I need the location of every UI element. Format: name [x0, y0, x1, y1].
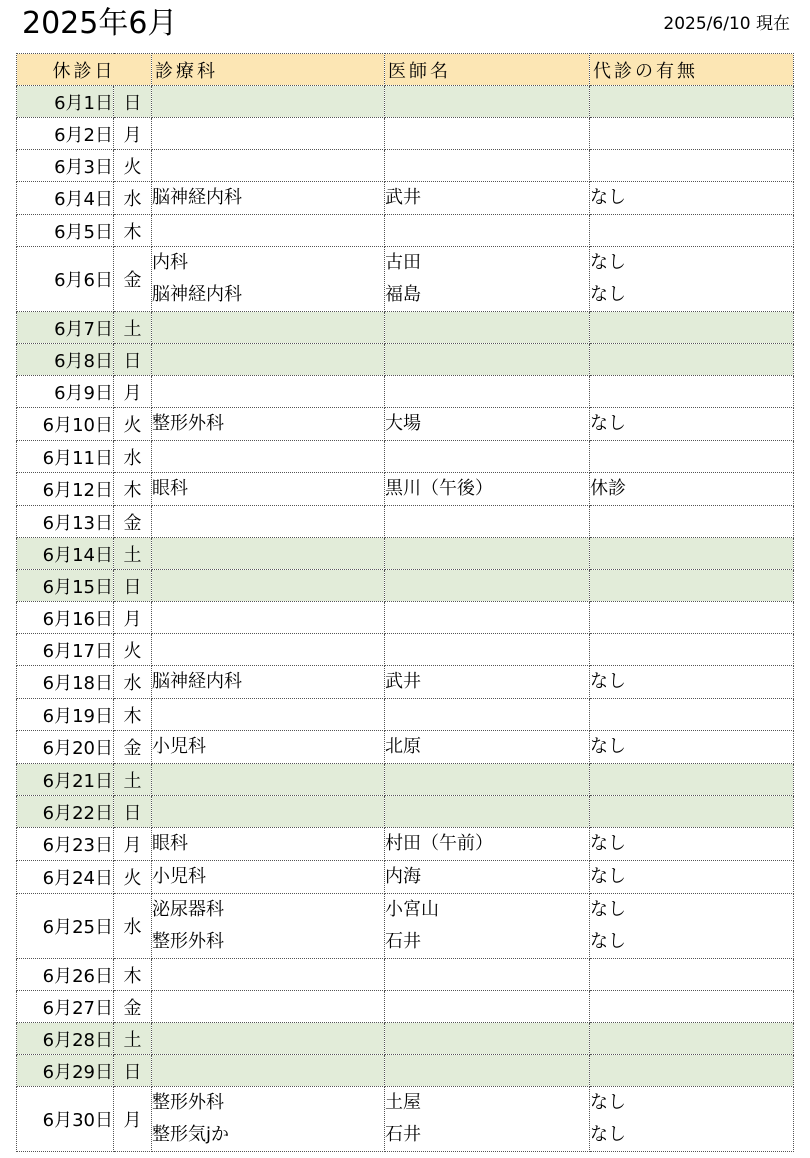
department-cell: [152, 634, 385, 666]
substitute-cell: [590, 666, 794, 699]
substitute-cell: [590, 312, 794, 344]
weekday-cell: 火: [114, 861, 152, 894]
substitute-cell: [590, 408, 794, 441]
closure-date-cell: 6月16日: [17, 602, 114, 634]
table-row: [17, 570, 794, 602]
doctor-cell-line: 大場: [385, 413, 421, 434]
department-cell-line: 整形外科: [152, 413, 224, 434]
department-cell: [152, 796, 385, 828]
substitute-cell: [590, 150, 794, 182]
weekday-cell: 木: [114, 959, 152, 991]
department-cell-line: 整形気jか: [152, 1124, 230, 1145]
weekday-cell: 木: [114, 473, 152, 506]
header-substitute: 代診の有無: [590, 54, 794, 86]
closure-date-cell: 6月12日: [17, 473, 114, 506]
department-cell: [152, 666, 385, 699]
substitute-cell: [590, 215, 794, 247]
closure-date-cell: 6月11日: [17, 441, 114, 473]
doctor-cell: [385, 828, 590, 861]
doctor-cell: [385, 634, 590, 666]
doctor-cell: [385, 959, 590, 991]
weekday-cell: 水: [114, 441, 152, 473]
department-cell: [152, 1055, 385, 1087]
department-cell: [152, 86, 385, 118]
department-cell-line: 小児科: [152, 736, 206, 757]
table-row: [17, 312, 794, 344]
doctor-cell-line: 小宮山: [385, 899, 439, 920]
substitute-cell: [590, 1087, 794, 1152]
substitute-cell: [590, 959, 794, 991]
table-row: [17, 991, 794, 1023]
table-row: [17, 959, 794, 991]
closure-date-cell: 6月21日: [17, 764, 114, 796]
table-row: [17, 828, 794, 861]
table-row: [17, 86, 794, 118]
substitute-cell: [590, 538, 794, 570]
closure-date-cell: 6月18日: [17, 666, 114, 699]
department-cell: [152, 182, 385, 215]
doctor-cell: [385, 344, 590, 376]
substitute-cell-line: なし: [590, 252, 626, 273]
weekday-cell: 火: [114, 150, 152, 182]
weekday-cell: 日: [114, 86, 152, 118]
doctor-cell: [385, 894, 590, 959]
department-cell-line: 整形外科: [152, 931, 224, 952]
closure-date-cell: 6月1日: [17, 86, 114, 118]
doctor-cell: [385, 764, 590, 796]
department-cell: [152, 506, 385, 538]
doctor-cell: [385, 473, 590, 506]
department-cell: [152, 991, 385, 1023]
department-cell-line: 整形外科: [152, 1092, 224, 1113]
weekday-cell: 月: [114, 118, 152, 150]
doctor-cell: [385, 376, 590, 408]
department-cell: [152, 312, 385, 344]
department-cell: [152, 376, 385, 408]
department-cell: [152, 344, 385, 376]
doctor-cell: [385, 182, 590, 215]
closure-date-cell: 6月7日: [17, 312, 114, 344]
department-cell: [152, 1023, 385, 1055]
doctor-cell: [385, 118, 590, 150]
doctor-cell: [385, 570, 590, 602]
department-cell: [152, 731, 385, 764]
department-cell: [152, 441, 385, 473]
department-cell: [152, 408, 385, 441]
substitute-cell: [590, 861, 794, 894]
table-row: [17, 861, 794, 894]
substitute-cell: [590, 894, 794, 959]
substitute-cell: [590, 182, 794, 215]
substitute-cell-line: なし: [590, 866, 626, 887]
substitute-cell: [590, 1023, 794, 1055]
substitute-cell: [590, 570, 794, 602]
doctor-cell-line: 古田: [385, 252, 421, 273]
closure-date-cell: 6月28日: [17, 1023, 114, 1055]
table-row: [17, 666, 794, 699]
closure-date-cell: 6月29日: [17, 1055, 114, 1087]
substitute-cell-line: なし: [590, 1092, 626, 1113]
weekday-cell: 土: [114, 312, 152, 344]
substitute-cell: [590, 118, 794, 150]
department-cell: [152, 150, 385, 182]
doctor-cell-line: 石井: [385, 931, 421, 952]
weekday-cell: 水: [114, 182, 152, 215]
department-cell-line: 内科: [152, 252, 188, 273]
doctor-cell-line: 石井: [385, 1124, 421, 1145]
substitute-cell-line: なし: [590, 833, 626, 854]
table-body: [17, 86, 794, 1152]
department-cell: [152, 828, 385, 861]
table-row: [17, 1055, 794, 1087]
department-cell-line: 脳神経内科: [152, 284, 242, 305]
closure-date-cell: 6月6日: [17, 247, 114, 312]
department-cell-line: 小児科: [152, 866, 206, 887]
closure-date-cell: 6月17日: [17, 634, 114, 666]
department-cell: [152, 602, 385, 634]
closure-date-cell: 6月3日: [17, 150, 114, 182]
doctor-cell: [385, 215, 590, 247]
closure-date-cell: 6月30日: [17, 1087, 114, 1152]
doctor-cell: [385, 731, 590, 764]
substitute-cell-line: なし: [590, 284, 626, 305]
weekday-cell: 日: [114, 570, 152, 602]
closure-date-cell: 6月15日: [17, 570, 114, 602]
doctor-cell-line: 村田（午前）: [385, 833, 493, 854]
table-row: [17, 796, 794, 828]
substitute-cell: [590, 86, 794, 118]
substitute-cell: [590, 376, 794, 408]
weekday-cell: 日: [114, 796, 152, 828]
table-row: [17, 1087, 794, 1152]
doctor-cell: [385, 538, 590, 570]
table-row: [17, 538, 794, 570]
department-cell: [152, 764, 385, 796]
doctor-cell: [385, 408, 590, 441]
substitute-cell-line: なし: [590, 413, 626, 434]
weekday-cell: 月: [114, 1087, 152, 1152]
substitute-cell: [590, 247, 794, 312]
closure-date-cell: 6月20日: [17, 731, 114, 764]
doctor-cell: [385, 602, 590, 634]
page-title: 2025年6月: [22, 6, 178, 41]
table-row: [17, 150, 794, 182]
weekday-cell: 金: [114, 506, 152, 538]
doctor-cell: [385, 1055, 590, 1087]
closure-date-cell: 6月5日: [17, 215, 114, 247]
substitute-cell: [590, 731, 794, 764]
table-row: [17, 731, 794, 764]
substitute-cell: [590, 344, 794, 376]
table-row: [17, 894, 794, 959]
doctor-cell: [385, 699, 590, 731]
substitute-cell: [590, 699, 794, 731]
weekday-cell: 金: [114, 731, 152, 764]
table-row: [17, 408, 794, 441]
table-row: [17, 376, 794, 408]
header-closure-date: 休診日: [17, 54, 152, 86]
department-cell-line: 脳神経内科: [152, 187, 242, 208]
closure-date-cell: 6月13日: [17, 506, 114, 538]
closure-date-cell: 6月9日: [17, 376, 114, 408]
substitute-cell: [590, 796, 794, 828]
doctor-cell: [385, 796, 590, 828]
department-cell: [152, 1087, 385, 1152]
doctor-cell-line: 内海: [385, 866, 421, 887]
closure-date-cell: 6月22日: [17, 796, 114, 828]
closure-date-cell: 6月8日: [17, 344, 114, 376]
weekday-cell: 土: [114, 538, 152, 570]
department-cell: [152, 247, 385, 312]
table-row: [17, 473, 794, 506]
table-row: [17, 118, 794, 150]
doctor-cell: [385, 86, 590, 118]
table-row: [17, 182, 794, 215]
weekday-cell: 水: [114, 666, 152, 699]
doctor-cell-line: 武井: [385, 187, 421, 208]
doctor-cell: [385, 441, 590, 473]
doctor-cell-line: 武井: [385, 671, 421, 692]
table-row: [17, 344, 794, 376]
substitute-cell-line: なし: [590, 671, 626, 692]
closure-date-cell: 6月25日: [17, 894, 114, 959]
weekday-cell: 金: [114, 991, 152, 1023]
substitute-cell-line: なし: [590, 931, 626, 952]
department-cell: [152, 699, 385, 731]
substitute-cell: [590, 602, 794, 634]
weekday-cell: 日: [114, 1055, 152, 1087]
substitute-cell-line: なし: [590, 187, 626, 208]
as-of-date: 2025/6/10 現在: [663, 14, 790, 34]
doctor-cell: [385, 1087, 590, 1152]
doctor-cell-line: 土屋: [385, 1092, 421, 1113]
substitute-cell-line: なし: [590, 1124, 626, 1145]
closure-date-cell: 6月14日: [17, 538, 114, 570]
closure-date-cell: 6月23日: [17, 828, 114, 861]
closure-date-cell: 6月4日: [17, 182, 114, 215]
substitute-cell: [590, 764, 794, 796]
weekday-cell: 月: [114, 602, 152, 634]
table-row: [17, 699, 794, 731]
table-row: [17, 506, 794, 538]
table-row: [17, 247, 794, 312]
substitute-cell-line: なし: [590, 899, 626, 920]
weekday-cell: 日: [114, 344, 152, 376]
header-department: 診療科: [152, 54, 385, 86]
substitute-cell: [590, 991, 794, 1023]
department-cell: [152, 118, 385, 150]
weekday-cell: 金: [114, 247, 152, 312]
doctor-cell-line: 福島: [385, 284, 421, 305]
doctor-cell: [385, 1023, 590, 1055]
doctor-cell-line: 黒川（午後）: [385, 478, 493, 499]
closure-schedule-table: [16, 53, 794, 1152]
table-row: [17, 1023, 794, 1055]
department-cell: [152, 570, 385, 602]
substitute-cell: [590, 1055, 794, 1087]
substitute-cell: [590, 473, 794, 506]
weekday-cell: 月: [114, 376, 152, 408]
department-cell: [152, 894, 385, 959]
doctor-cell: [385, 247, 590, 312]
department-cell: [152, 959, 385, 991]
closure-date-cell: 6月24日: [17, 861, 114, 894]
weekday-cell: 木: [114, 699, 152, 731]
substitute-cell: [590, 634, 794, 666]
department-cell: [152, 215, 385, 247]
header-doctor: 医師名: [385, 54, 590, 86]
weekday-cell: 火: [114, 408, 152, 441]
doctor-cell: [385, 312, 590, 344]
department-cell: [152, 473, 385, 506]
weekday-cell: 土: [114, 1023, 152, 1055]
closure-date-cell: 6月19日: [17, 699, 114, 731]
table-row: [17, 215, 794, 247]
substitute-cell-line: 休診: [590, 478, 626, 499]
table-row: [17, 634, 794, 666]
table-header-row: [17, 54, 794, 86]
weekday-cell: 土: [114, 764, 152, 796]
closure-date-cell: 6月26日: [17, 959, 114, 991]
weekday-cell: 水: [114, 894, 152, 959]
department-cell-line: 眼科: [152, 833, 188, 854]
table-row: [17, 602, 794, 634]
department-cell-line: 脳神経内科: [152, 671, 242, 692]
substitute-cell-line: なし: [590, 736, 626, 757]
doctor-cell: [385, 506, 590, 538]
doctor-cell-line: 北原: [385, 736, 421, 757]
department-cell: [152, 861, 385, 894]
department-cell: [152, 538, 385, 570]
substitute-cell: [590, 506, 794, 538]
substitute-cell: [590, 828, 794, 861]
doctor-cell: [385, 150, 590, 182]
department-cell-line: 泌尿器科: [152, 899, 224, 920]
closure-date-cell: 6月2日: [17, 118, 114, 150]
table-row: [17, 441, 794, 473]
closure-date-cell: 6月27日: [17, 991, 114, 1023]
closure-date-cell: 6月10日: [17, 408, 114, 441]
doctor-cell: [385, 666, 590, 699]
substitute-cell: [590, 441, 794, 473]
table-row: [17, 764, 794, 796]
weekday-cell: 木: [114, 215, 152, 247]
doctor-cell: [385, 861, 590, 894]
weekday-cell: 月: [114, 828, 152, 861]
weekday-cell: 火: [114, 634, 152, 666]
doctor-cell: [385, 991, 590, 1023]
department-cell-line: 眼科: [152, 478, 188, 499]
